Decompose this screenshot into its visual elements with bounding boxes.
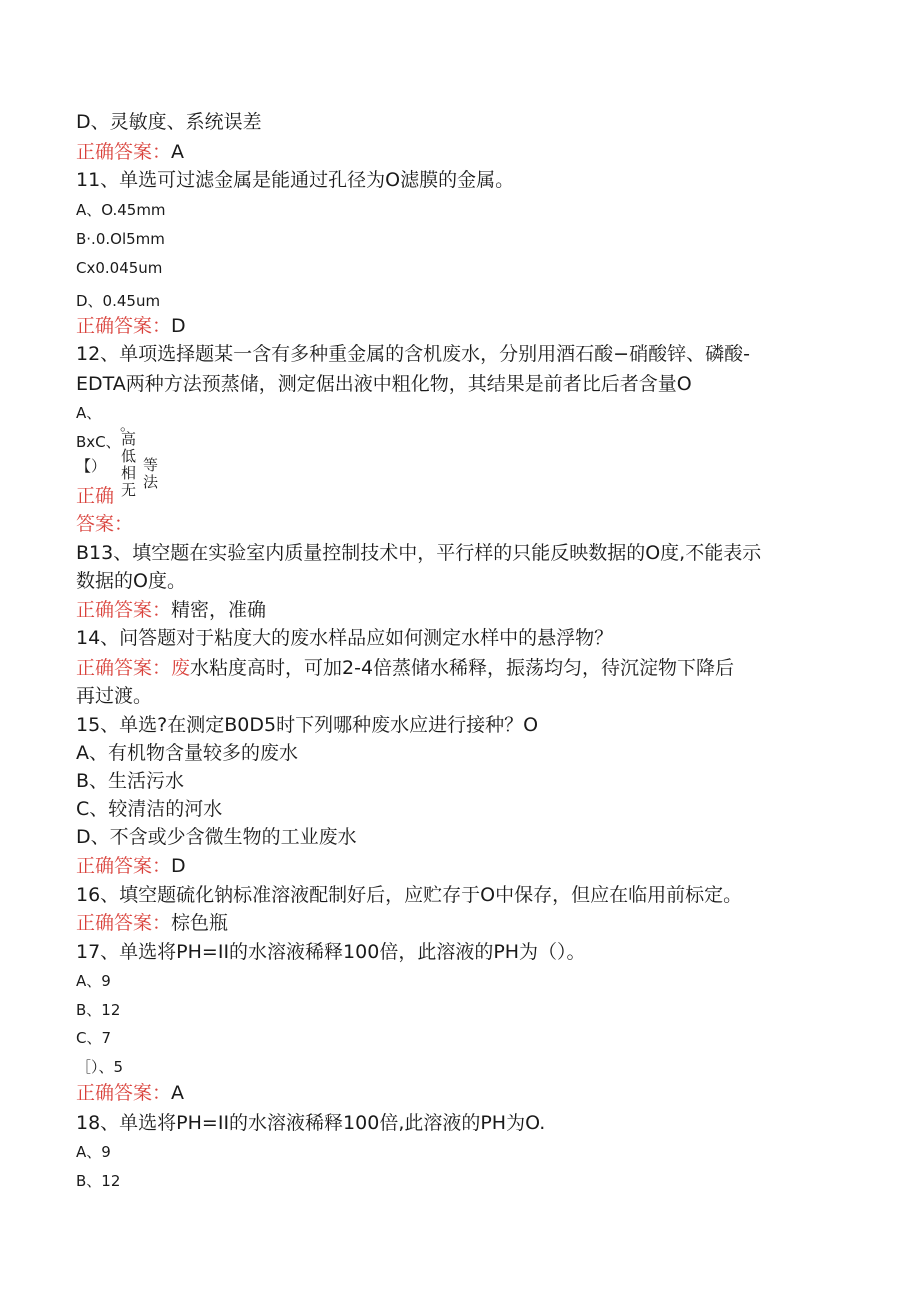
q17-option-d: ［）、5 <box>76 1058 124 1076</box>
question-11: 11、单选可过滤金属是能通过孔径为O滤膜的金属。 <box>76 169 515 191</box>
q18-option-b: B、12 <box>76 1172 121 1190</box>
answer-value: D <box>171 855 186 877</box>
question-13-line1: B13、填空题在实验室内质量控制技术中，平行样的只能反映数据的O度,不能表示 <box>76 542 762 564</box>
answer-value: D <box>171 315 186 337</box>
vchar: 高 <box>121 430 137 448</box>
answer-label: 正确答案： <box>76 912 172 934</box>
answer-12-label2: 答案： <box>76 513 134 535</box>
vchar: 法 <box>143 473 159 491</box>
question-16: 16、填空题硫化钠标准溶液配制好后，应贮存于O中保存，但应在临用前标定。 <box>76 884 743 906</box>
answer-value: 精密，准确 <box>171 599 267 621</box>
question-13-line2: 数据的O度。 <box>76 570 186 592</box>
answer-13 <box>76 597 266 623</box>
answer-12-label1: 正确 <box>76 485 115 507</box>
answer-value: 水粘度高时，可加2-4倍蒸储水稀释，振荡均匀，待沉淀物下降后 <box>190 657 735 679</box>
q12-vertical-col2 <box>143 457 158 491</box>
q11-option-a: A、O.45mm <box>76 201 166 219</box>
q15-option-d: D、不含或少含微生物的工业废水 <box>76 826 357 848</box>
question-14: 14、问答题对于粘度大的废水样品应如何测定水样中的悬浮物？ <box>76 627 614 649</box>
q15-option-a: A、有机物含量较多的废水 <box>76 742 298 764</box>
q12-vertical-col1 <box>121 431 136 499</box>
q17-option-c: C、7 <box>76 1029 112 1047</box>
answer-11 <box>76 313 186 339</box>
answer-14 <box>76 655 734 681</box>
vchar: 低 <box>121 447 137 465</box>
answer-prev <box>76 139 184 165</box>
q12-option-a: A、 <box>76 404 102 422</box>
vchar: 无 <box>121 481 137 499</box>
answer-label: 正确答案： <box>76 141 172 163</box>
q12-option-bc: BxC、 <box>76 433 121 451</box>
q15-option-b: B、生活污水 <box>76 770 185 792</box>
answer-17 <box>76 1080 184 1106</box>
answer-label: 正确答案：废 <box>76 657 191 679</box>
answer-label: 正确答案： <box>76 315 172 337</box>
question-12-line2: EDTA两种方法预蒸储，测定倨出液中粗化物，其结果是前者比后者含量O <box>76 373 692 395</box>
answer-15 <box>76 853 186 879</box>
answer-value: A <box>171 1082 185 1104</box>
question-17: 17、单选将PH=II的水溶液稀释100倍，此溶液的PH为（）。 <box>76 941 586 963</box>
q11-option-c: Cx0.045um <box>76 259 163 277</box>
q11-option-d: D、0.45um <box>76 292 161 310</box>
answer-14-cont: 再过渡。 <box>76 685 153 707</box>
q18-option-a: A、9 <box>76 1143 111 1161</box>
q11-option-b: B·.0.Ol5mm <box>76 230 165 248</box>
answer-label: 正确答案： <box>76 1082 172 1104</box>
question-12-line1: 12、单项选择题某一含有多种重金属的含机废水，分别用酒石酸−硝酸锌、磷酸- <box>76 343 750 365</box>
question-18: 18、单选将PH=II的水溶液稀释100倍,此溶液的PH为O. <box>76 1112 546 1134</box>
answer-16 <box>76 910 228 936</box>
option-d-prev: D、灵敏度、系统误差 <box>76 111 262 133</box>
q12-option-bracket: 【） <box>76 457 107 475</box>
answer-value: 棕色瓶 <box>171 912 229 934</box>
answer-label: 正确答案： <box>76 855 172 877</box>
q12-dot: 。 <box>120 416 136 434</box>
q17-option-a: A、9 <box>76 972 111 990</box>
q17-option-b: B、12 <box>76 1001 121 1019</box>
answer-label: 正确答案： <box>76 599 172 621</box>
q15-option-c: C、较清洁的河水 <box>76 798 223 820</box>
question-15: 15、单选?在测定B0D5时下列哪种废水应进行接种？O <box>76 714 539 736</box>
vchar: 等 <box>143 456 159 474</box>
answer-value: A <box>171 141 185 163</box>
vchar: 相 <box>121 464 137 482</box>
